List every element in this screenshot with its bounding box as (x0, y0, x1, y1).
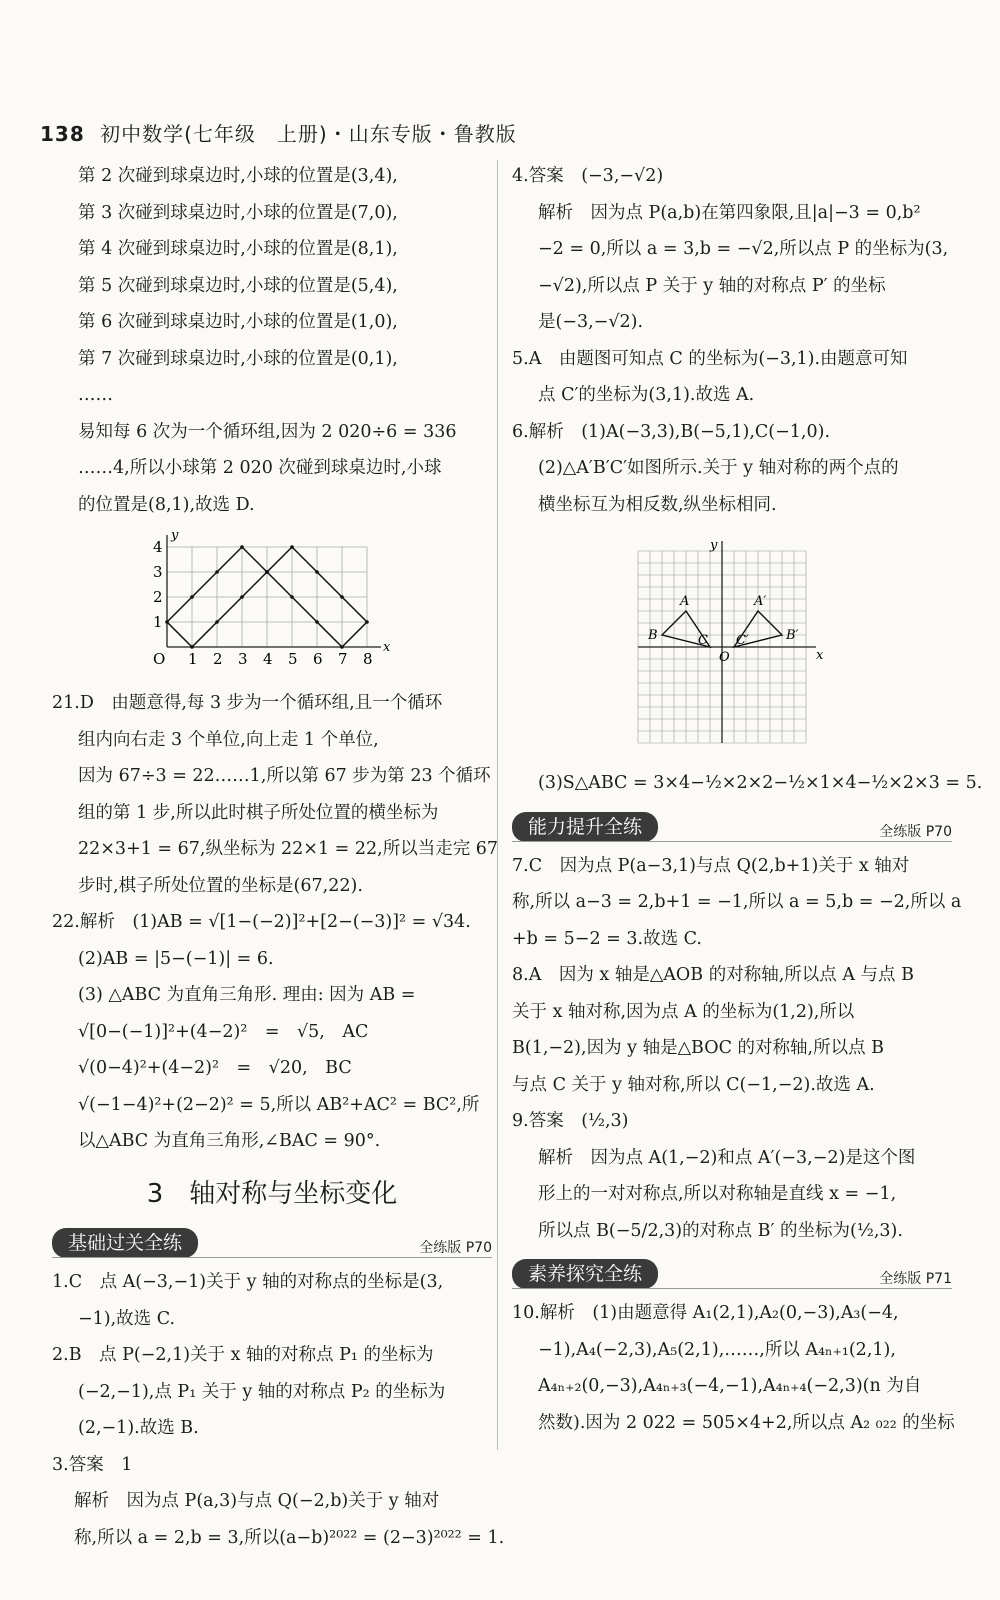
text-line: (2,−1).故选 B. (78, 1418, 199, 1438)
point-label: A′ (754, 594, 767, 609)
text-line: 横坐标互为相反数,纵坐标相同. (538, 494, 777, 515)
text-line: 22×3+1 = 67,纵坐标为 22×1 = 22,所以当走完 67 (78, 839, 499, 859)
banner-rule (512, 841, 952, 842)
text-line: 第 4 次碰到球桌边时,小球的位置是(8,1), (78, 239, 398, 259)
text-line: 第 5 次碰到球桌边时,小球的位置是(5,4), (78, 275, 398, 296)
q20-continuation (52, 158, 492, 523)
x-tick-label: 3 (238, 650, 248, 668)
ball-path-svg (147, 527, 407, 677)
x-tick-label: 8 (363, 650, 373, 668)
text-line: 关于 x 轴对称,因为点 A 的坐标为(1,2),所以 (512, 1001, 855, 1022)
q9 (512, 1103, 952, 1249)
banner-ref: 全练版 P71 (879, 1271, 952, 1287)
text-line: 21.D 由题意得,每 3 步为一个循环组,且一个循环 (52, 693, 443, 713)
q21 (52, 685, 499, 904)
q4 (512, 158, 952, 341)
text-line: 是(−3,−√2). (538, 312, 644, 332)
text-line: 解析 因为点 P(a,b)在第四象限,且|a|−3 = 0,b² (538, 202, 921, 223)
banner-ref: 全练版 P70 (879, 823, 952, 840)
q6 (512, 414, 952, 524)
point-label: B′ (786, 628, 799, 643)
text-line: √(0−4)²+(4−2)² = √20, BC (78, 1058, 352, 1078)
point-label: C (698, 633, 708, 648)
y-tick-label: 4 (153, 538, 163, 556)
text-line: (−2,−1),点 P₁ 关于 y 轴的对称点 P₂ 的坐标为 (78, 1381, 446, 1402)
text-line: 与点 C 关于 y 轴对称,所以 C(−1,−2).故选 A. (512, 1074, 875, 1095)
text-line: 组内向右走 3 个单位,向上走 1 个单位, (78, 729, 379, 750)
page-header (40, 118, 517, 147)
text-line: 第 6 次碰到球桌边时,小球的位置是(1,0), (78, 312, 398, 332)
y-tick-label: 3 (153, 563, 163, 581)
ball-path-chart (147, 527, 492, 677)
text-line: 3.答案 1 (52, 1454, 133, 1475)
path-vertex (340, 595, 344, 599)
text-line: 解析 因为点 P(a,3)与点 Q(−2,b)关于 y 轴对 (74, 1491, 440, 1511)
y-axis-label: y (710, 538, 718, 553)
text-line: 解析 因为点 A(1,−2)和点 A′(−3,−2)是这个图 (538, 1147, 916, 1168)
path-vertex (340, 645, 344, 649)
q2 (52, 1337, 492, 1447)
text-line: −2 = 0,所以 a = 3,b = −√2,所以点 P 的坐标为(3, (538, 239, 949, 259)
q7 (512, 848, 962, 958)
x-axis-label: x (383, 640, 391, 655)
text-line: 形上的一对对称点,所以对称轴是直线 x = −1, (538, 1184, 897, 1204)
text-line: 1.C 点 A(−3,−1)关于 y 轴的对称点的坐标是(3, (52, 1272, 444, 1292)
path-vertex (190, 595, 194, 599)
q1 (52, 1264, 492, 1337)
text-line: 第 3 次碰到球桌边时,小球的位置是(7,0), (78, 202, 398, 223)
banner-label: 素养探究全练 (512, 1259, 658, 1289)
q3 (52, 1447, 505, 1557)
q6-part3: (3)S△ABC = 3×4−½×2×2−½×1×4−½×2×3 = 5. (538, 773, 983, 793)
q8 (512, 957, 952, 1103)
path-vertex (240, 595, 244, 599)
text-line: …… (78, 385, 113, 405)
page-number: 138 (40, 122, 85, 146)
text-line: 称,所以 a−3 = 2,b+1 = −1,所以 a = 5,b = −2,所以 a (512, 892, 962, 912)
point-label: B (648, 628, 658, 643)
text-line: A₄ₙ₊₂(0,−3),A₄ₙ₊₃(−4,−1),A₄ₙ₊₄(−2,3)(n 为自 (538, 1376, 922, 1396)
path-vertex (315, 570, 319, 574)
text-line: 称,所以 a = 2,b = 3,所以(a−b)²⁰²² = (2−3)²⁰²² = 1. (74, 1527, 505, 1548)
text-line: √(−1−4)²+(2−2)² = 5,所以 AB²+AC² = BC²,所 (78, 1094, 480, 1115)
text-line: ……4,所以小球第 2 020 次碰到球桌边时,小球 (78, 458, 442, 478)
path-vertex (265, 570, 269, 574)
text-line: 8.A 因为 x 轴是△AOB 的对称轴,所以点 A 与点 B (512, 965, 914, 985)
path-vertex (290, 545, 294, 549)
text-line: B(1,−2),因为 y 轴是△BOC 的对称轴,所以点 B (512, 1038, 885, 1058)
text-line: 组的第 1 步,所以此时棋子所处位置的横坐标为 (78, 802, 439, 823)
text-line: 易知每 6 次为一个循环组,因为 2 020÷6 = 336 (78, 421, 457, 442)
text-line: 的位置是(8,1),故选 D. (78, 494, 255, 515)
right-column (512, 158, 983, 1441)
text-line: −1),A₄(−2,3),A₅(2,1),……,所以 A₄ₙ₊₁(2,1), (538, 1339, 896, 1360)
section-title: 3 轴对称与坐标变化 (146, 1178, 398, 1209)
text-line: 10.解析 (1)由题意得 A₁(2,1),A₂(0,−3),A₃(−4, (512, 1303, 899, 1323)
left-column (52, 158, 505, 1556)
q10 (512, 1295, 955, 1441)
banner-rule (52, 1257, 492, 1258)
text-line: (3) △ABC 为直角三角形. 理由: 因为 AB = (78, 985, 416, 1005)
text-line: 因为 67÷3 = 22……1,所以第 67 步为第 23 个循环 (78, 766, 491, 786)
x-tick-label: 7 (338, 650, 348, 668)
origin-label: O (719, 650, 730, 665)
text-line: 9.答案 (½,3) (512, 1111, 629, 1131)
text-line: 2.B 点 P(−2,1)关于 x 轴的对称点 P₁ 的坐标为 (52, 1345, 434, 1365)
x-axis-label: x (816, 648, 824, 663)
banner-label: 能力提升全练 (512, 812, 658, 842)
x-tick-label: 5 (288, 650, 298, 668)
path-vertex (215, 570, 219, 574)
y-tick-label: 1 (153, 613, 163, 631)
path-vertex (165, 620, 169, 624)
text-line: 所以点 B(−5/2,3)的对称点 B′ 的坐标为(½,3). (538, 1220, 903, 1241)
text-line: +b = 5−2 = 3.故选 C. (512, 928, 702, 949)
x-tick-label: 1 (188, 650, 198, 668)
banner-label: 基础过关全练 (52, 1228, 198, 1258)
symmetry-figure (622, 527, 952, 757)
q22 (52, 904, 492, 1160)
text-line: 5.A 由题图可知点 C 的坐标为(−3,1).由题意可知 (512, 348, 908, 369)
x-tick-label: 4 (263, 650, 273, 668)
text-line: 7.C 因为点 P(a−3,1)与点 Q(2,b+1)关于 x 轴对 (512, 855, 910, 876)
column-divider (497, 160, 498, 1450)
path-vertex (190, 645, 194, 649)
point-label: A (680, 594, 690, 609)
text-line: 第 2 次碰到球桌边时,小球的位置是(3,4), (78, 166, 398, 186)
text-line: −√2),所以点 P 关于 y 轴的对称点 P′ 的坐标 (538, 275, 886, 296)
banner-ability (512, 808, 952, 844)
x-tick-label: 2 (213, 650, 223, 668)
text-line: 6.解析 (1)A(−3,3),B(−5,1),C(−1,0). (512, 421, 831, 442)
path-vertex (365, 620, 369, 624)
point-label: C′ (736, 633, 749, 648)
y-tick-label: 2 (153, 588, 163, 606)
path-vertex (315, 620, 319, 624)
book-title: 初中数学(七年级 上册)・山东专版・鲁教版 (100, 122, 517, 146)
path-vertex (290, 595, 294, 599)
text-line: 4.答案 (−3,−√2) (512, 166, 664, 186)
text-line: 点 C′的坐标为(3,1).故选 A. (538, 385, 755, 405)
text-line: −1),故选 C. (78, 1308, 176, 1329)
x-tick-label: 6 (313, 650, 323, 668)
text-line: 22.解析 (1)AB = √[1−(−2)]²+[2−(−3)]² = √34. (52, 912, 471, 932)
text-line: 然数).因为 2 022 = 505×4+2,所以点 A₂ ₀₂₂ 的坐标 (538, 1412, 955, 1433)
symmetry-svg (622, 527, 822, 757)
q5 (512, 341, 952, 414)
x-tick-label: O (153, 650, 166, 668)
text-line: 步时,棋子所处位置的坐标是(67,22). (78, 875, 363, 896)
banner-basic (52, 1224, 492, 1260)
text-line: 以△ABC 为直角三角形,∠BAC = 90°. (78, 1131, 381, 1151)
text-line: (2)AB = |5−(−1)| = 6. (78, 948, 274, 969)
banner-literacy (512, 1255, 952, 1291)
text-line: √[0−(−1)]²+(4−2)² = √5, AC (78, 1021, 369, 1042)
text-line: 第 7 次碰到球桌边时,小球的位置是(0,1), (78, 348, 398, 369)
path-vertex (240, 545, 244, 549)
banner-ref: 全练版 P70 (419, 1240, 492, 1256)
text-line: (2)△A′B′C′如图所示.关于 y 轴对称的两个点的 (538, 458, 899, 478)
path-vertex (215, 620, 219, 624)
banner-rule (512, 1288, 952, 1289)
y-axis-label: y (171, 528, 179, 543)
